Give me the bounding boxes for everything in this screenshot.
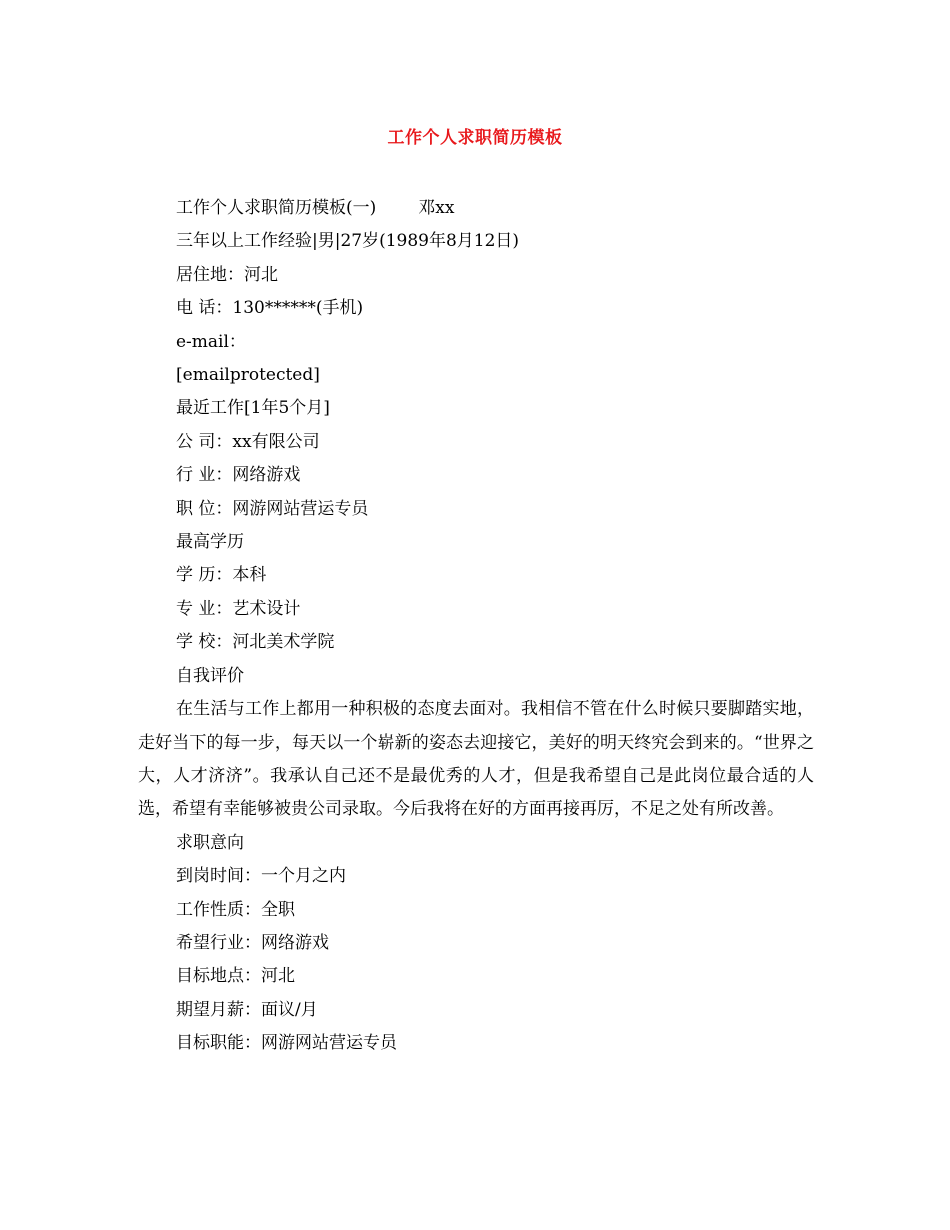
position-line: 职 位：网游网站营运专员	[176, 498, 369, 519]
company-line: 公 司：xx有限公司	[176, 431, 320, 452]
resume-body	[138, 192, 814, 1061]
industry-line: 行 业：网络游戏	[176, 465, 301, 486]
work-nature-line: 工作性质：全职	[176, 899, 295, 920]
candidate-name: 邓xx	[418, 198, 455, 218]
school-line: 学 校：河北美术学院	[176, 632, 335, 653]
residence-line: 居住地：河北	[176, 264, 278, 285]
resume-template-label: 工作个人求职简历模板(一)	[176, 198, 377, 218]
job-intention-heading: 求职意向	[176, 832, 244, 853]
self-evaluation-text: 在生活与工作上都用一种积极的态度去面对。我相信不管在什么时候只要脚踏实地，走好当下的每一步，每天以一个崭新的姿态去迎接它，美好的明天终究会到来的。“世界之大，人才济济”。我承认自己还不是最优秀的人才，但是我希望自己是此岗位最合适的人选，希望有幸能够被贵公司录取。今后我将在好的方面再接再厉，不足之处有所改善。	[138, 699, 814, 820]
self-evaluation-heading: 自我评价	[176, 665, 244, 686]
target-location-line: 目标地点：河北	[176, 966, 295, 987]
candidate-summary: 三年以上工作经验|男|27岁(1989年8月12日)	[176, 231, 520, 252]
expected-salary-line: 期望月薪：面议/月	[176, 999, 318, 1020]
resume-header-line	[138, 192, 814, 225]
desired-industry-line: 希望行业：网络游戏	[176, 932, 329, 953]
education-heading: 最高学历	[176, 532, 244, 553]
email-label: e-mail：	[176, 331, 246, 352]
recent-work-heading: 最近工作[1年5个月]	[176, 398, 330, 419]
arrival-time-line: 到岗时间：一个月之内	[176, 866, 346, 887]
major-line: 专 业：艺术设计	[176, 598, 301, 619]
document-title: 工作个人求职简历模板	[387, 128, 563, 148]
email-value: [emailprotected]	[176, 365, 320, 386]
degree-line: 学 历：本科	[176, 565, 267, 586]
target-role-line: 目标职能：网游网站营运专员	[176, 1033, 397, 1054]
phone-line: 电 话：130******(手机)	[176, 298, 364, 319]
